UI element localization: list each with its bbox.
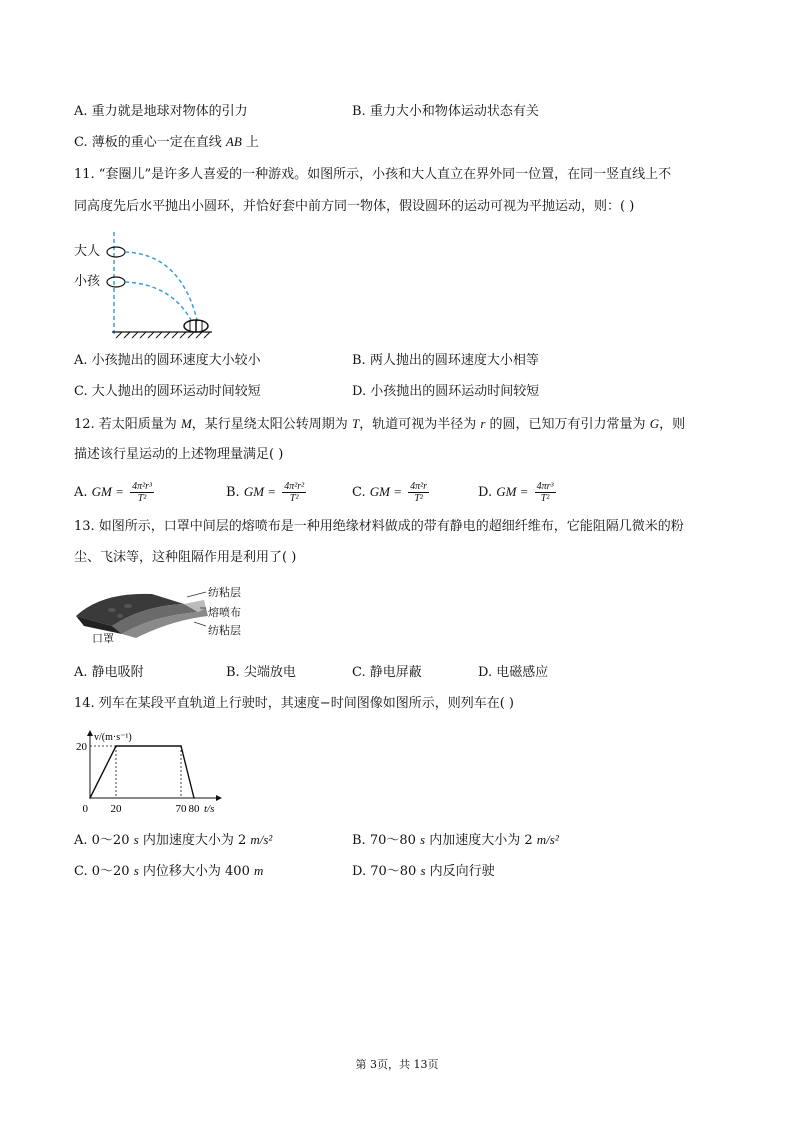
x-tick-label: 0 bbox=[82, 803, 88, 815]
data-point bbox=[180, 745, 182, 747]
q12-lhs: GM = bbox=[496, 484, 529, 499]
q14-option-d bbox=[352, 862, 495, 881]
q12-fraction-a bbox=[130, 481, 154, 504]
q12-stem-part: 的圆，已知万有引力常量为 bbox=[489, 417, 646, 432]
q10-option-a: A. 重力就是地球对物体的引力 bbox=[74, 104, 248, 119]
q14-text: D. 70～80 bbox=[352, 864, 417, 879]
q12-option-a bbox=[74, 479, 154, 506]
q11-figure-label-adult: 大人 bbox=[74, 244, 101, 259]
q14-option-c bbox=[74, 862, 263, 881]
x-axis-arrow bbox=[216, 795, 222, 801]
data-point bbox=[89, 797, 91, 799]
q10-option-c-suffix: 上 bbox=[245, 135, 259, 150]
q12-lhs: GM = bbox=[91, 484, 124, 499]
q14-text: C. 0～20 bbox=[74, 864, 130, 879]
data-point bbox=[193, 797, 195, 799]
q14-velocity-time-chart bbox=[70, 728, 230, 820]
x-tick-label: 80 bbox=[188, 803, 200, 815]
q12-option-label: A. bbox=[74, 485, 88, 500]
fraction-numerator: 4πr³ bbox=[536, 481, 554, 492]
q14-stem: 14. 列车在某段平直轨道上行驶时，其速度−时间图像如图所示，则列车在( ) bbox=[74, 696, 514, 711]
x-tick-label: 20 bbox=[110, 803, 122, 815]
y-axis-arrow bbox=[87, 730, 93, 736]
q14-text: B. 70～80 bbox=[352, 833, 416, 848]
page-footer: 第 3页，共 13页 bbox=[355, 1058, 439, 1071]
q13-option-b: B. 尖端放电 bbox=[226, 665, 296, 680]
q12-stem-part: ，某行星绕太阳公转周期为 bbox=[191, 417, 348, 432]
q12-stem-part: ，轨道可视为半径为 bbox=[359, 417, 477, 432]
q12-option-label: B. bbox=[226, 485, 240, 500]
q10-option-c bbox=[74, 133, 259, 152]
fraction-denominator: T² bbox=[414, 493, 423, 504]
q14-unit-s: s bbox=[420, 832, 426, 847]
q13-label-top-layer: 纺粘层 bbox=[208, 586, 241, 599]
q13-stem-line2: 尘、飞沫等，这种阻隔作用是利用了( ) bbox=[74, 550, 297, 565]
q10-option-c-text: C. 薄板的重心一定在直线 bbox=[74, 135, 222, 150]
q14-unit: m/s² bbox=[536, 832, 559, 847]
q14-text: 内加速度大小为 2 bbox=[429, 833, 533, 848]
q12-fraction-c bbox=[408, 481, 429, 504]
q14-unit: m/s² bbox=[250, 832, 273, 847]
q12-stem-line1 bbox=[74, 415, 685, 434]
q12-option-d bbox=[478, 479, 556, 506]
q14-text: A. 0～20 bbox=[74, 833, 130, 848]
q14-unit-s: s bbox=[420, 863, 426, 878]
q11-option-d: D. 小孩抛出的圆环运动时间较短 bbox=[352, 384, 540, 399]
q12-fraction-b bbox=[282, 481, 306, 504]
q12-var-g: G bbox=[649, 416, 660, 431]
fraction-denominator: T² bbox=[137, 493, 147, 504]
x-axis-label: t/s bbox=[204, 803, 215, 815]
q11-stem-line2: 同高度先后水平抛出小圆环，并恰好套中前方同一物体，假设圆环的运动可视为平抛运动，则：( ) bbox=[74, 199, 635, 214]
q12-var-m: M bbox=[180, 416, 192, 431]
q14-unit-s: s bbox=[133, 863, 139, 878]
q12-option-label: D. bbox=[478, 485, 493, 500]
q10-option-b: B. 重力大小和物体运动状态有关 bbox=[352, 104, 539, 119]
q13-stem-line1: 13. 如图所示，口罩中间层的熔喷布是一种用绝缘材料做成的带有静电的超细纤维布，它能阻隔几微米的粉 bbox=[74, 519, 684, 534]
fraction-numerator: 4π²r³ bbox=[132, 481, 152, 492]
q14-option-b bbox=[352, 831, 559, 850]
q12-option-label: C. bbox=[352, 485, 366, 500]
q11-stem-line1: 11. “套圈儿”是许多人喜爱的一种游戏。如图所示，小孩和大人直立在界外同一位置，在同一竖直线上不 bbox=[74, 167, 672, 182]
q12-fraction-d bbox=[535, 481, 556, 504]
q12-stem-part: ，则 bbox=[659, 417, 686, 432]
q13-label-mask: 口罩 bbox=[92, 632, 114, 645]
q12-lhs: GM = bbox=[243, 484, 277, 499]
q12-lhs: GM = bbox=[369, 484, 403, 499]
x-tick-label: 70 bbox=[175, 803, 187, 815]
q12-option-b bbox=[226, 479, 306, 506]
q10-var-ab: AB bbox=[225, 134, 242, 149]
q12-option-c bbox=[352, 479, 429, 506]
q13-option-a: A. 静电吸附 bbox=[74, 665, 144, 680]
q12-stem-part: 12. 若太阳质量为 bbox=[74, 417, 177, 432]
q13-option-c: C. 静电屏蔽 bbox=[352, 665, 422, 680]
q12-stem-line2: 描述该行星运动的上述物理量满足( ) bbox=[74, 447, 284, 462]
q14-unit: m bbox=[254, 863, 264, 878]
q13-option-d: D. 电磁感应 bbox=[478, 665, 549, 680]
fraction-denominator: T² bbox=[540, 493, 550, 504]
q11-option-b: B. 两人抛出的圆环速度大小相等 bbox=[352, 353, 539, 368]
y-tick-label: 20 bbox=[76, 741, 87, 753]
q11-option-a: A. 小孩抛出的圆环速度大小较小 bbox=[74, 353, 261, 368]
velocity-series-line bbox=[90, 746, 194, 798]
q13-label-meltblown: 熔喷布 bbox=[208, 606, 241, 619]
q14-option-a bbox=[74, 831, 272, 850]
q13-label-bottom-layer: 纺粘层 bbox=[208, 624, 241, 637]
fraction-numerator: 4π²r² bbox=[284, 481, 305, 492]
q11-option-c: C. 大人抛出的圆环运动时间较短 bbox=[74, 384, 261, 399]
fraction-numerator: 4π²r bbox=[410, 481, 428, 492]
q14-text: 内位移大小为 400 bbox=[142, 864, 250, 879]
y-axis-label: v/(m·s⁻¹) bbox=[94, 732, 132, 743]
fraction-denominator: T² bbox=[289, 493, 299, 504]
q12-var-t: T bbox=[351, 416, 360, 431]
q14-text: 内反向行驶 bbox=[429, 864, 495, 879]
q14-unit-s: s bbox=[133, 832, 139, 847]
q12-var-r: r bbox=[480, 416, 486, 431]
q11-figure-label-child: 小孩 bbox=[74, 274, 101, 289]
q14-text: 内加速度大小为 2 bbox=[142, 833, 247, 848]
